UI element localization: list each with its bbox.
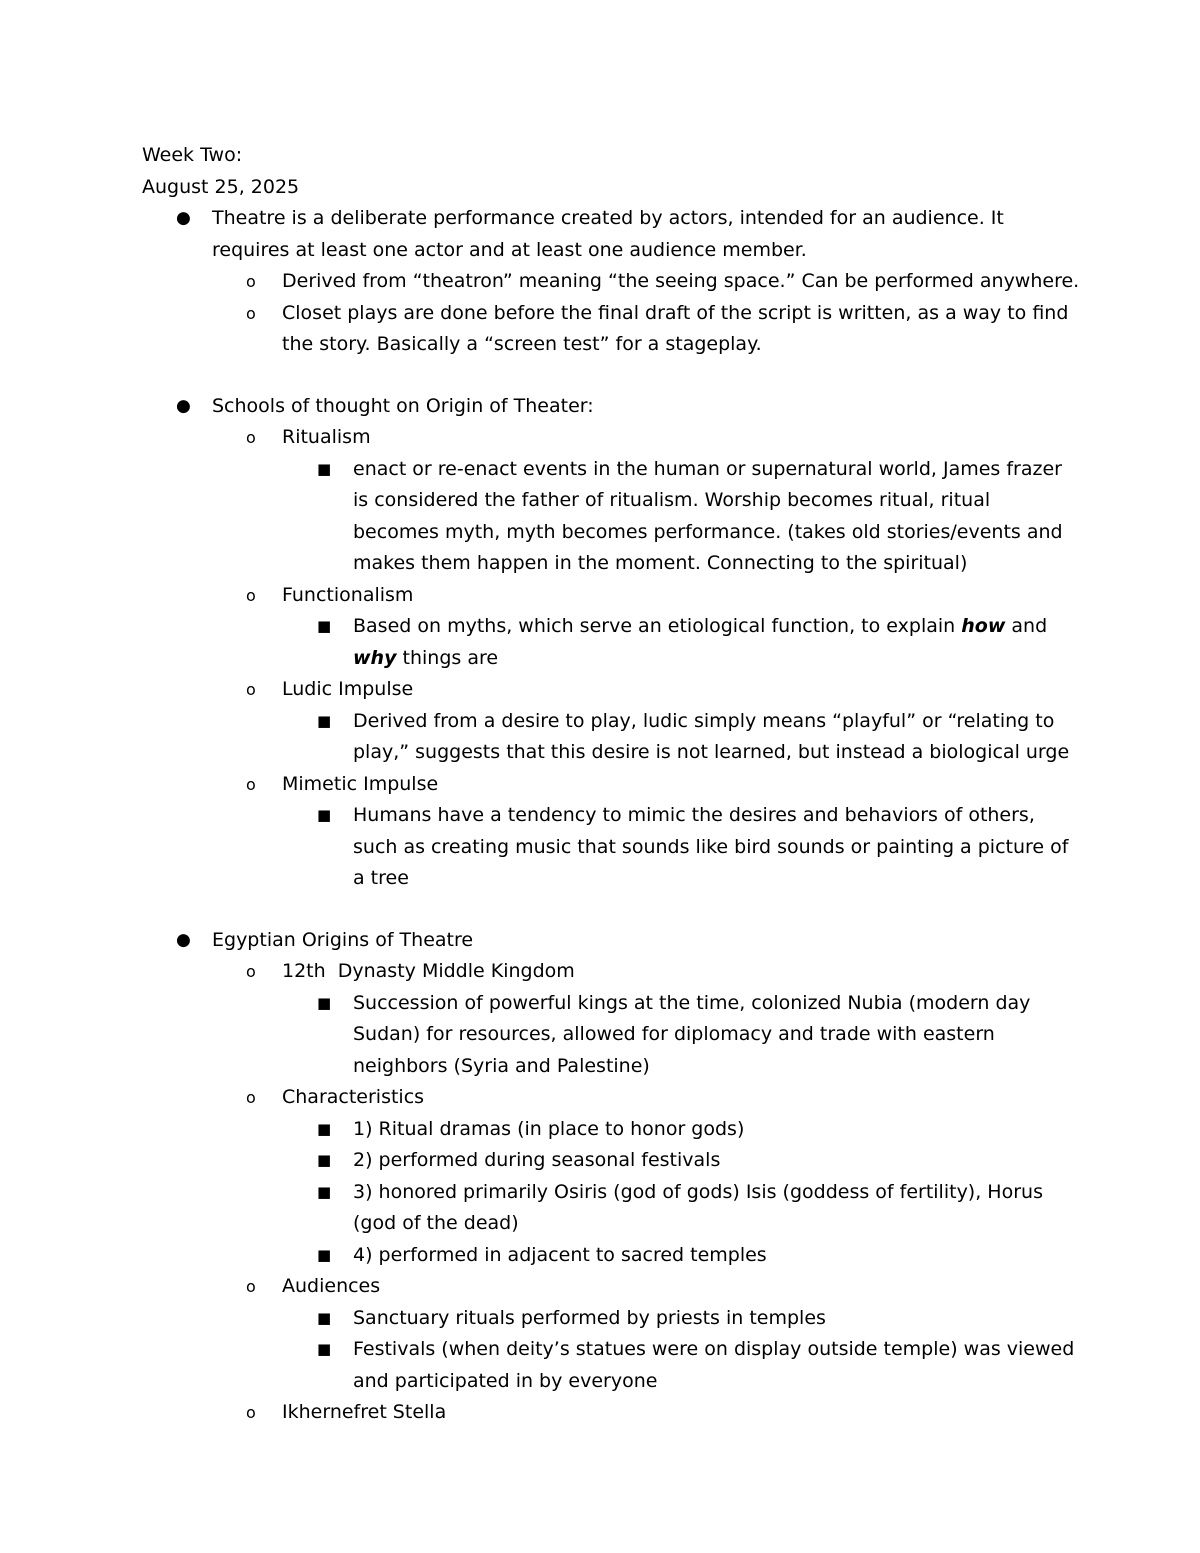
sub-item-audiences — [142, 1271, 1082, 1303]
circle-bullet-icon: o — [246, 585, 256, 605]
square-bullet-icon: ■ — [317, 1151, 332, 1169]
audience-item — [142, 1303, 1082, 1335]
detail-ludic — [142, 706, 1082, 769]
spacer — [142, 361, 1082, 391]
detail-text: 4) performed in adjacent to sacred temples — [353, 1243, 767, 1266]
sub-item-text: Ritualism — [282, 426, 371, 448]
sub-item-ritualism — [142, 422, 1082, 454]
list-item-text: Theatre is a deliberate performance created by actors, intended for an audience. It requires at least one actor and at least one audience member. — [212, 207, 1004, 261]
bullet-icon: ● — [176, 395, 191, 416]
detail-text: Humans have a tendency to mimic the desires and behaviors of others, such as creating music that sounds like bird sounds or painting a picture of a tree — [353, 804, 1069, 889]
square-bullet-icon: ■ — [317, 1182, 332, 1201]
detail-text: 1) Ritual dramas (in place to honor gods) — [353, 1117, 745, 1140]
square-bullet-icon: ■ — [317, 1245, 332, 1264]
audience-item — [142, 1334, 1082, 1397]
sub-item-text: Ikhernefret Stella — [282, 1401, 447, 1423]
detail-text: Succession of powerful kings at the time, colonized Nubia (modern day Sudan) for resources, allowed for diplomacy and trade with eastern neighbors (Syria and Palestine) — [353, 991, 1031, 1077]
page-date: August 25, 2025 — [142, 175, 300, 198]
detail-text: 3) honored primarily Osiris (god of gods) Isis (goddess of fertility), Horus (god of the dead) — [353, 1180, 1043, 1234]
sub-item-mimetic — [142, 769, 1082, 801]
bullet-icon: ● — [176, 208, 191, 228]
square-bullet-icon: ■ — [317, 993, 332, 1012]
detail-text — [353, 611, 1082, 674]
sub-item-characteristics — [142, 1082, 1082, 1114]
characteristic-item — [142, 1145, 1082, 1177]
circle-bullet-icon: o — [246, 1088, 256, 1107]
circle-bullet-icon: o — [246, 1403, 256, 1422]
circle-bullet-icon: o — [246, 1277, 256, 1296]
detail-functionalism — [142, 611, 1082, 674]
sub-item-text: Functionalism — [282, 583, 414, 606]
circle-bullet-icon: o — [246, 680, 256, 699]
list-item-text: Egyptian Origins of Theatre — [212, 928, 474, 951]
square-bullet-icon: ■ — [317, 1119, 332, 1138]
detail-ritualism — [142, 454, 1082, 580]
sub-item-functionalism — [142, 580, 1082, 612]
detail-mimetic — [142, 800, 1082, 895]
sub-item-theatron — [142, 266, 1082, 298]
square-bullet-icon: ■ — [317, 459, 332, 478]
detail-text: enact or re-enact events in the human or supernatural world, James frazer is considered the father of ritualism. Worship becomes ritual, ritual becomes myth, myth becomes performance. (takes old stories/events and makes them happen in the moment. Connecting to the spiritual) — [353, 457, 1063, 574]
list-item-origins — [142, 391, 1082, 423]
detail-dynasty — [142, 988, 1082, 1083]
square-bullet-icon: ■ — [317, 806, 332, 824]
square-bullet-icon: ■ — [317, 1308, 332, 1327]
circle-bullet-icon: o — [246, 774, 256, 794]
emphasis-why: why — [353, 646, 397, 669]
page-title: Week Two: — [142, 144, 243, 166]
sub-item-text: Derived from “theatron” meaning “the seeing space.” Can be performed anywhere. — [282, 270, 1080, 292]
bullet-icon: ● — [176, 929, 191, 950]
spacer — [142, 895, 1082, 925]
detail-text: Derived from a desire to play, ludic simply means “playful” or “relating to play,” suggests that this desire is not learned, but instead a biological urge — [353, 709, 1070, 763]
circle-bullet-icon: o — [246, 272, 256, 291]
characteristic-item — [142, 1177, 1082, 1240]
square-bullet-icon: ■ — [317, 1340, 332, 1358]
characteristic-item — [142, 1114, 1082, 1146]
list-item-definition — [142, 203, 1082, 266]
sub-item-closet-plays — [142, 298, 1082, 361]
circle-bullet-icon: o — [246, 303, 256, 323]
detail-text: Festivals (when deity’s statues were on display outside temple) was viewed and participated in by everyone — [353, 1338, 1075, 1392]
sub-item-ludic — [142, 674, 1082, 706]
characteristic-item — [142, 1240, 1082, 1272]
detail-text-before: Based on myths, which serve an etiological function, to explain — [353, 615, 962, 637]
circle-bullet-icon: o — [246, 428, 256, 447]
sub-item-text: Mimetic Impulse — [282, 772, 439, 795]
sub-item-text: Closet plays are done before the final draft of the script is written, as a way to find the story. Basically a “screen test” for a stageplay. — [282, 301, 1069, 355]
list-item-text: Schools of thought on Origin of Theater: — [212, 394, 594, 417]
sub-item-stella — [142, 1397, 1082, 1429]
sub-item-text: Audiences — [282, 1275, 381, 1297]
square-bullet-icon: ■ — [317, 617, 332, 635]
sub-item-text: Characteristics — [282, 1086, 425, 1108]
circle-bullet-icon: o — [246, 962, 256, 981]
sub-item-text: Ludic Impulse — [282, 678, 414, 700]
detail-text-after: things are — [396, 646, 499, 669]
square-bullet-icon: ■ — [317, 711, 332, 730]
sub-item-dynasty — [142, 956, 1082, 988]
list-item-egyptian — [142, 925, 1082, 957]
emphasis-how: how — [961, 615, 1006, 637]
sub-item-text: 12th Dynasty Middle Kingdom — [282, 960, 575, 982]
document-content — [142, 140, 1082, 1429]
detail-text: Sanctuary rituals performed by priests in temples — [353, 1306, 826, 1329]
detail-text-mid: and — [1005, 615, 1048, 637]
detail-text: 2) performed during seasonal festivals — [353, 1149, 721, 1171]
